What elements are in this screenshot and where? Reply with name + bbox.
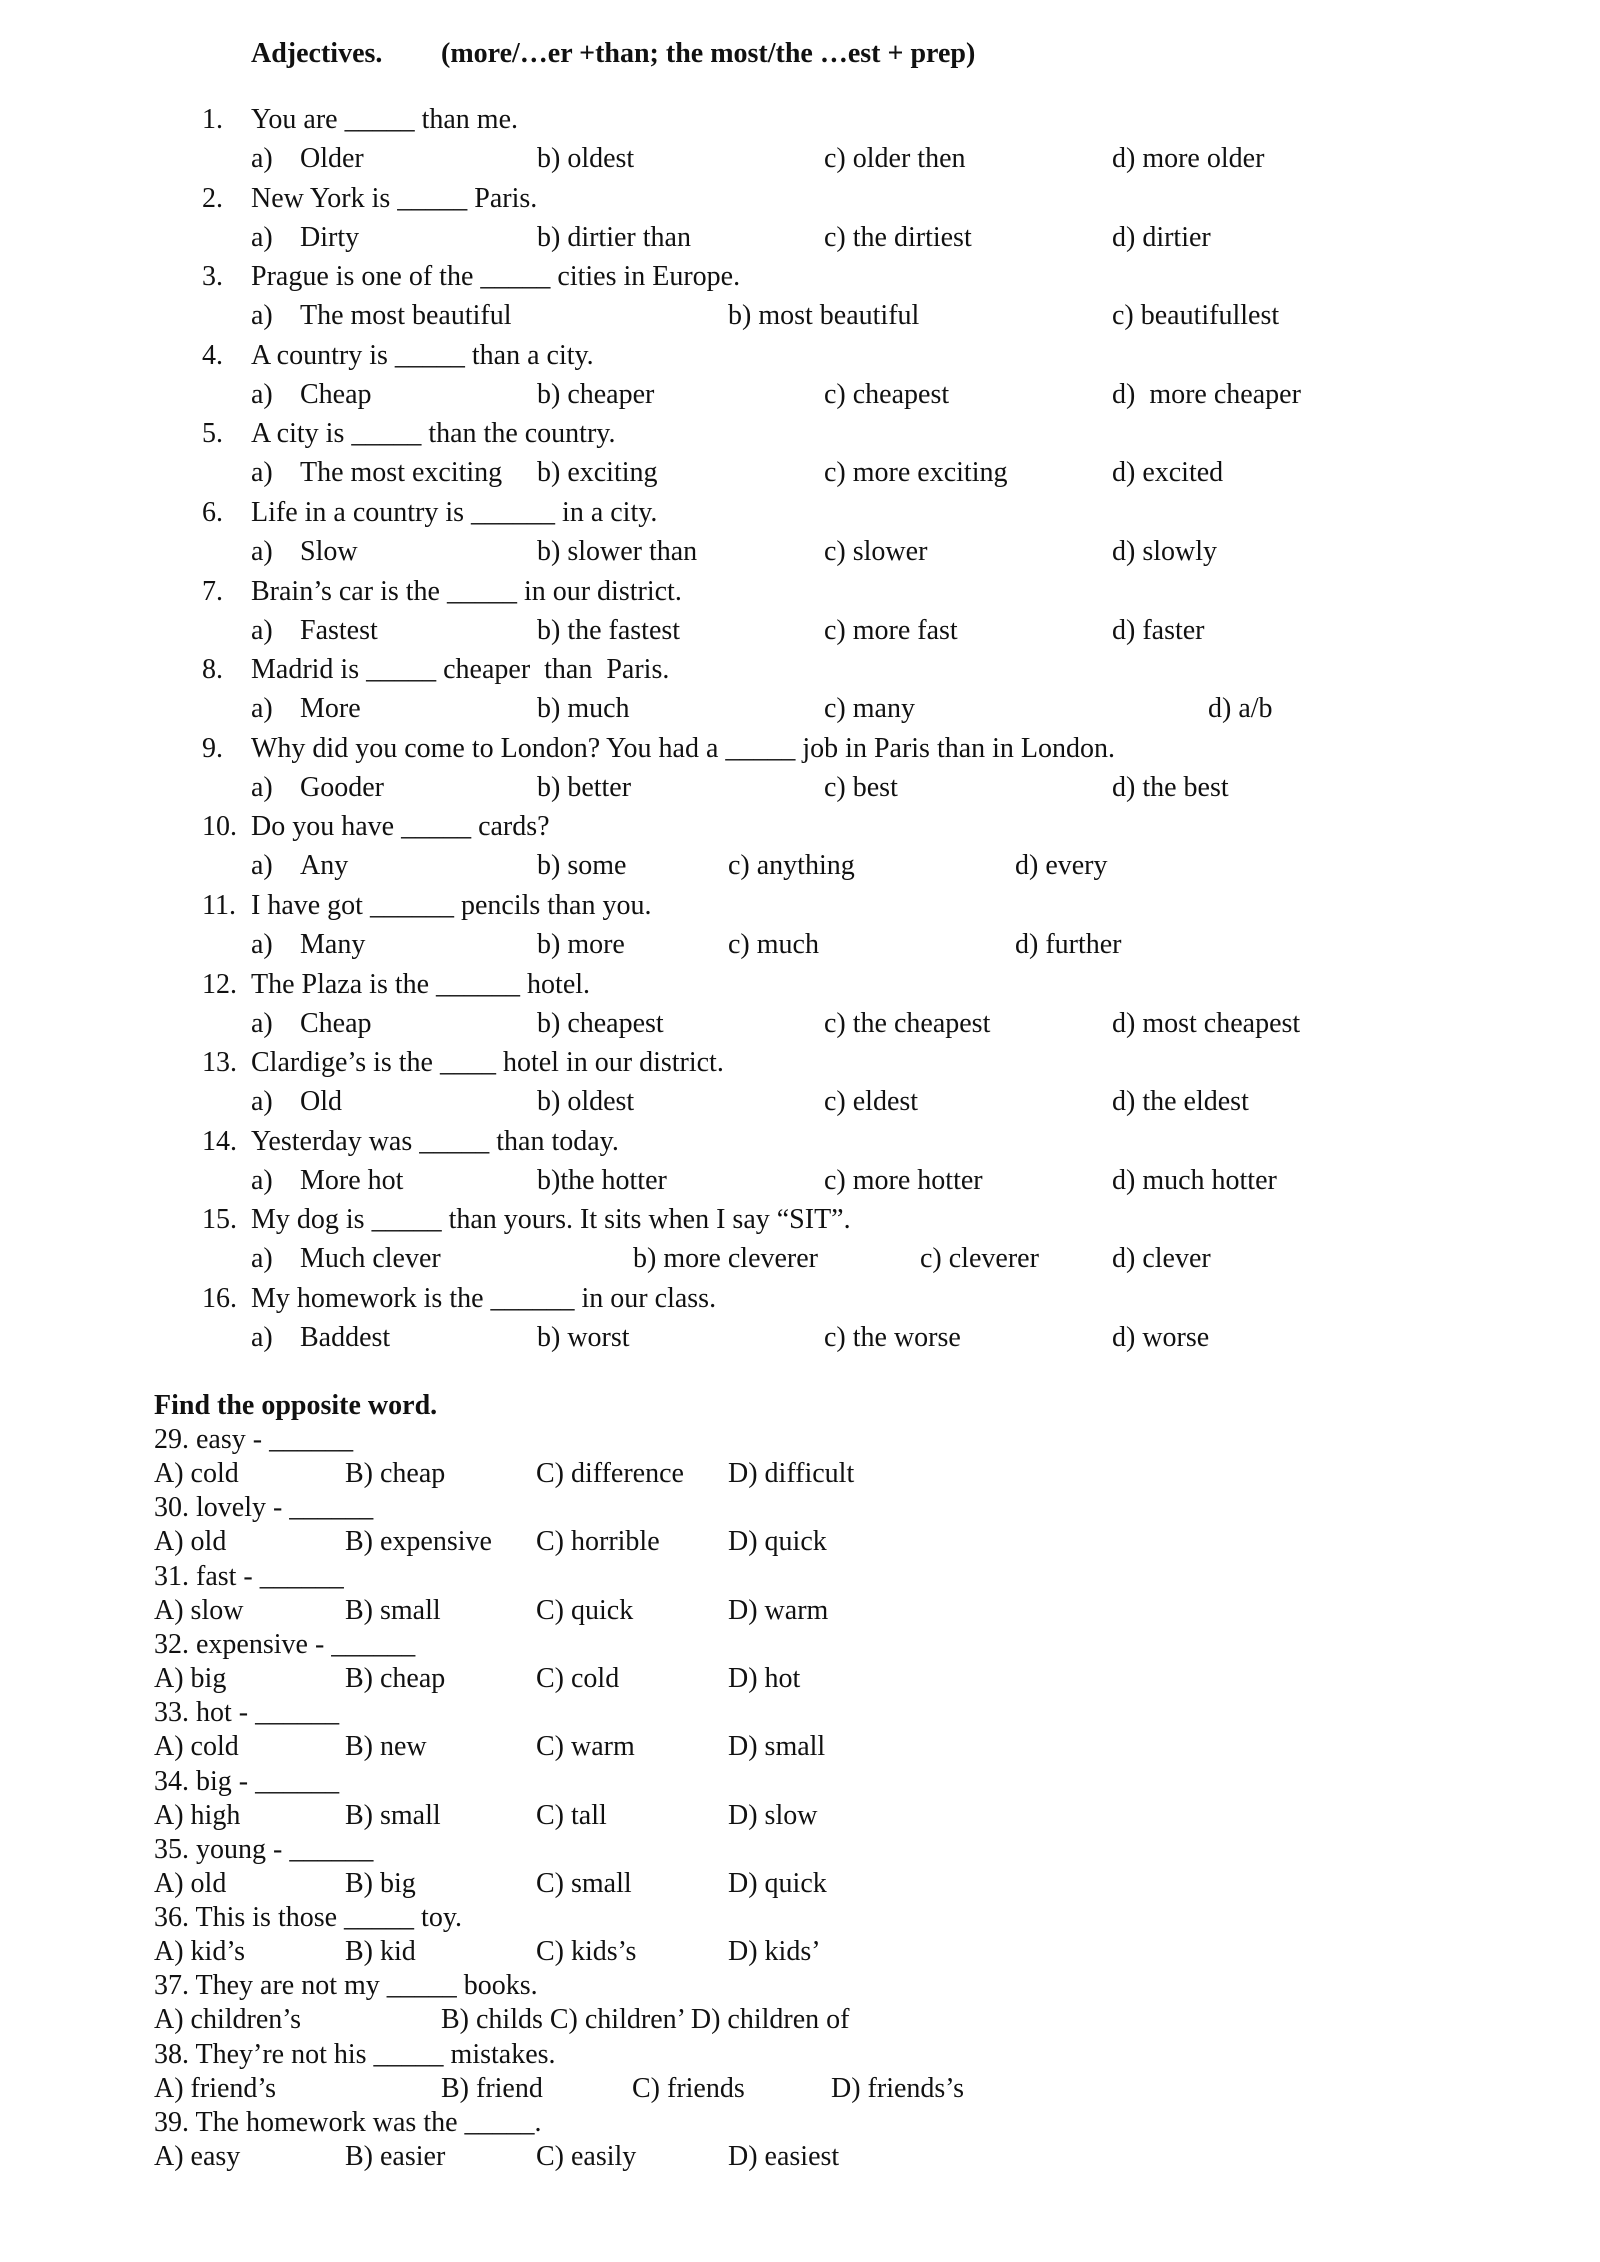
answer-option: C) tall xyxy=(536,1800,607,1831)
answer-option: b) most beautiful xyxy=(728,300,920,331)
question-text: Clardige’s is the ____ hotel in our district. xyxy=(251,1047,724,1078)
answer-option: More xyxy=(300,693,361,724)
answer-option: Old xyxy=(300,1086,342,1117)
worksheet-title: Adjectives. xyxy=(251,38,383,69)
question-number: 15. xyxy=(202,1204,237,1235)
answer-option: A) children’s xyxy=(154,2004,301,2035)
answer-option: D) slow xyxy=(728,1800,818,1831)
answer-option: d) most cheapest xyxy=(1112,1008,1301,1039)
answer-option: c) more hotter xyxy=(824,1165,983,1196)
answer-option: Many xyxy=(300,929,366,960)
answer-option: B) expensive xyxy=(345,1526,492,1557)
answer-option: A) kid’s xyxy=(154,1936,245,1967)
option-letter: a) xyxy=(251,693,273,724)
option-letter: a) xyxy=(251,929,273,960)
answer-option: A) cold xyxy=(154,1731,239,1762)
answer-option: C) small xyxy=(536,1868,632,1899)
answer-option: c) the dirtiest xyxy=(824,222,972,253)
answer-option: Much clever xyxy=(300,1243,441,1274)
answer-option: d) further xyxy=(1015,929,1122,960)
answer-option: d) the eldest xyxy=(1112,1086,1249,1117)
question-text: My dog is _____ than yours. It sits when I say “SIT”. xyxy=(251,1204,851,1235)
answer-option: B) big xyxy=(345,1868,416,1899)
answer-option: c) many xyxy=(824,693,915,724)
answer-option: A) easy xyxy=(154,2141,241,2172)
answer-option: b) the fastest xyxy=(537,615,681,646)
answer-option: Cheap xyxy=(300,379,372,410)
answer-option: The most exciting xyxy=(300,457,503,488)
answer-option: c) the worse xyxy=(824,1322,961,1353)
question-number: 7. xyxy=(202,576,223,607)
question-text: You are _____ than me. xyxy=(251,104,519,135)
answer-option: b) more cleverer xyxy=(633,1243,818,1274)
answer-option: More hot xyxy=(300,1165,404,1196)
answer-option: The most beautiful xyxy=(300,300,512,331)
option-letter: a) xyxy=(251,536,273,567)
answer-option: D) hot xyxy=(728,1663,801,1694)
opposite-question: 32. expensive - ______ xyxy=(154,1629,416,1660)
opposite-question: 33. hot - ______ xyxy=(154,1697,340,1728)
question-number: 4. xyxy=(202,340,223,371)
question-number: 9. xyxy=(202,733,223,764)
answer-option: A) old xyxy=(154,1868,227,1899)
question-text: Yesterday was _____ than today. xyxy=(251,1126,619,1157)
answer-option: b) dirtier than xyxy=(537,222,691,253)
answer-option: D) quick xyxy=(728,1526,827,1557)
option-letter: a) xyxy=(251,222,273,253)
question-text: Why did you come to London? You had a _____ job in Paris than in London. xyxy=(251,733,1116,764)
answer-option: c) more exciting xyxy=(824,457,1008,488)
answer-option: B) easier xyxy=(345,2141,446,2172)
answer-option: d) every xyxy=(1015,850,1108,881)
question-number: 2. xyxy=(202,183,223,214)
answer-option: d) excited xyxy=(1112,457,1224,488)
question-number: 13. xyxy=(202,1047,237,1078)
answer-option: d) clever xyxy=(1112,1243,1211,1274)
answer-option: d) worse xyxy=(1112,1322,1210,1353)
question-number: 6. xyxy=(202,497,223,528)
opposite-question: 31. fast - ______ xyxy=(154,1561,344,1592)
answer-option: C) cold xyxy=(536,1663,620,1694)
answer-option: B) cheap xyxy=(345,1458,446,1489)
question-text: Madrid is _____ cheaper than Paris. xyxy=(251,654,670,685)
option-letter: a) xyxy=(251,1165,273,1196)
answer-option: Fastest xyxy=(300,615,378,646)
answer-option: Dirty xyxy=(300,222,360,253)
answer-option: d) slowly xyxy=(1112,536,1217,567)
option-letter: a) xyxy=(251,143,273,174)
answer-option: Older xyxy=(300,143,364,174)
answer-option: Slow xyxy=(300,536,358,567)
answer-option: D) easiest xyxy=(728,2141,840,2172)
option-letter: a) xyxy=(251,300,273,331)
answer-option: Gooder xyxy=(300,772,384,803)
answer-option: D) quick xyxy=(728,1868,827,1899)
answer-option: B) kid xyxy=(345,1936,416,1967)
option-letter: a) xyxy=(251,772,273,803)
answer-option: d) more older xyxy=(1112,143,1265,174)
answer-option: b) some xyxy=(537,850,627,881)
answer-option: b) slower than xyxy=(537,536,698,567)
answer-option: c) cleverer xyxy=(920,1243,1039,1274)
answer-option: c) slower xyxy=(824,536,928,567)
section-title: Find the opposite word. xyxy=(154,1390,438,1421)
question-number: 14. xyxy=(202,1126,237,1157)
answer-option: b) cheaper xyxy=(537,379,655,410)
question-text: The Plaza is the ______ hotel. xyxy=(251,969,591,1000)
answer-option: b) exciting xyxy=(537,457,658,488)
answer-option: B) friend xyxy=(441,2073,543,2104)
question-number: 5. xyxy=(202,418,223,449)
answer-option: d) the best xyxy=(1112,772,1229,803)
answer-option: A) old xyxy=(154,1526,227,1557)
question-text: Do you have _____ cards? xyxy=(251,811,550,842)
answer-option: d) more cheaper xyxy=(1112,379,1301,410)
question-number: 3. xyxy=(202,261,223,292)
answer-option: Any xyxy=(300,850,349,881)
option-letter: a) xyxy=(251,1086,273,1117)
answer-option: c) anything xyxy=(728,850,855,881)
question-number: 1. xyxy=(202,104,223,135)
opposite-question: 29. easy - ______ xyxy=(154,1424,354,1455)
question-text: Life in a country is ______ in a city. xyxy=(251,497,658,528)
answer-option: B) small xyxy=(345,1595,441,1626)
answer-option: b) oldest xyxy=(537,143,635,174)
question-text: Brain’s car is the _____ in our district. xyxy=(251,576,682,607)
answer-option: c) much xyxy=(728,929,819,960)
answer-option: B) new xyxy=(345,1731,427,1762)
answer-option: C) easily xyxy=(536,2141,637,2172)
answer-option: b) cheapest xyxy=(537,1008,664,1039)
question-text: I have got ______ pencils than you. xyxy=(251,890,652,921)
answer-option: d) a/b xyxy=(1208,693,1273,724)
answer-option: C) warm xyxy=(536,1731,635,1762)
opposite-question: 38. They’re not his _____ mistakes. xyxy=(154,2039,556,2070)
answer-option: C) quick xyxy=(536,1595,634,1626)
answer-option: c) more fast xyxy=(824,615,958,646)
answer-option: b) worst xyxy=(537,1322,630,1353)
question-number: 8. xyxy=(202,654,223,685)
option-letter: a) xyxy=(251,457,273,488)
answer-option: B) childs C) children’ D) children of xyxy=(441,2004,850,2035)
answer-option: C) horrible xyxy=(536,1526,660,1557)
option-letter: a) xyxy=(251,379,273,410)
answer-option: b) oldest xyxy=(537,1086,635,1117)
question-text: New York is _____ Paris. xyxy=(251,183,538,214)
option-letter: a) xyxy=(251,1322,273,1353)
option-letter: a) xyxy=(251,1008,273,1039)
option-letter: a) xyxy=(251,1243,273,1274)
answer-option: D) kids’ xyxy=(728,1936,821,1967)
opposite-question: 34. big - ______ xyxy=(154,1766,340,1797)
answer-option: D) small xyxy=(728,1731,826,1762)
answer-option: B) cheap xyxy=(345,1663,446,1694)
answer-option: c) beautifullest xyxy=(1112,300,1280,331)
answer-option: d) much hotter xyxy=(1112,1165,1277,1196)
option-letter: a) xyxy=(251,615,273,646)
answer-option: B) small xyxy=(345,1800,441,1831)
answer-option: C) friends xyxy=(632,2073,745,2104)
answer-option: C) kids’s xyxy=(536,1936,637,1967)
question-text: A city is _____ than the country. xyxy=(251,418,616,449)
answer-option: b) much xyxy=(537,693,630,724)
answer-option: b) better xyxy=(537,772,632,803)
answer-option: D) difficult xyxy=(728,1458,855,1489)
answer-option: Cheap xyxy=(300,1008,372,1039)
answer-option: c) cheapest xyxy=(824,379,950,410)
opposite-question: 39. The homework was the _____. xyxy=(154,2107,542,2138)
question-text: A country is _____ than a city. xyxy=(251,340,594,371)
answer-option: Baddest xyxy=(300,1322,391,1353)
answer-option: d) faster xyxy=(1112,615,1205,646)
answer-option: c) the cheapest xyxy=(824,1008,991,1039)
answer-option: D) warm xyxy=(728,1595,829,1626)
question-number: 16. xyxy=(202,1283,237,1314)
answer-option: b) more xyxy=(537,929,625,960)
answer-option: A) slow xyxy=(154,1595,244,1626)
question-number: 11. xyxy=(202,890,236,921)
question-number: 12. xyxy=(202,969,237,1000)
opposite-question: 35. young - ______ xyxy=(154,1834,374,1865)
answer-option: c) older then xyxy=(824,143,966,174)
answer-option: A) cold xyxy=(154,1458,239,1489)
question-number: 10. xyxy=(202,811,237,842)
answer-option: A) high xyxy=(154,1800,241,1831)
answer-option: C) difference xyxy=(536,1458,684,1489)
answer-option: A) friend’s xyxy=(154,2073,277,2104)
answer-option: D) friends’s xyxy=(831,2073,964,2104)
worksheet-rule: (more/…er +than; the most/the …est + prep) xyxy=(441,38,976,69)
opposite-question: 30. lovely - ______ xyxy=(154,1492,374,1523)
opposite-question: 36. This is those _____ toy. xyxy=(154,1902,463,1933)
option-letter: a) xyxy=(251,850,273,881)
answer-option: c) best xyxy=(824,772,898,803)
opposite-question: 37. They are not my _____ books. xyxy=(154,1970,538,2001)
answer-option: b)the hotter xyxy=(537,1165,667,1196)
question-text: My homework is the ______ in our class. xyxy=(251,1283,717,1314)
answer-option: d) dirtier xyxy=(1112,222,1211,253)
answer-option: A) big xyxy=(154,1663,227,1694)
answer-option: c) eldest xyxy=(824,1086,919,1117)
question-text: Prague is one of the _____ cities in Europe. xyxy=(251,261,741,292)
